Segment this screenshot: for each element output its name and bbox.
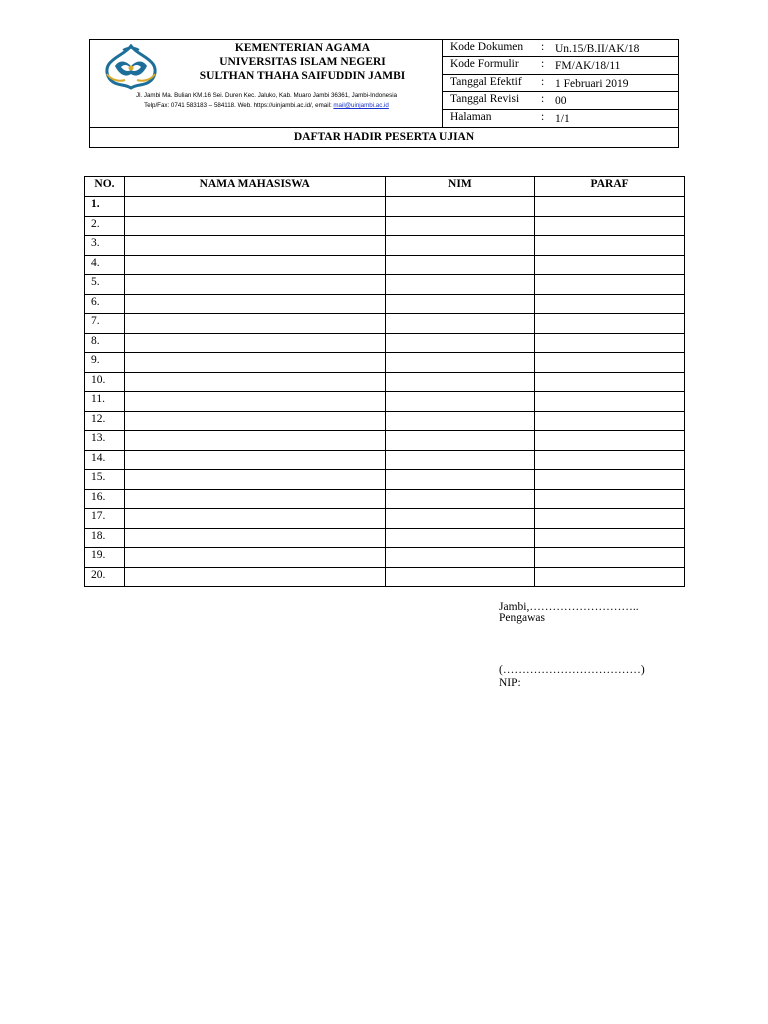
row-number: 1.: [85, 197, 125, 217]
nama-cell[interactable]: [124, 548, 385, 568]
meta-row-kode-dokumen: [443, 40, 678, 57]
column-header-no: NO.: [85, 177, 125, 197]
table-row: [85, 216, 685, 236]
nama-cell[interactable]: [124, 197, 385, 217]
table-row: [85, 197, 685, 217]
paraf-cell[interactable]: [535, 333, 685, 353]
nim-cell[interactable]: [385, 567, 535, 587]
document-meta: [443, 40, 678, 127]
nim-cell[interactable]: [385, 314, 535, 334]
meta-label: Tanggal Revisi: [450, 93, 520, 106]
row-number: 18.: [85, 528, 125, 548]
table-row: [85, 353, 685, 373]
nim-cell[interactable]: [385, 450, 535, 470]
university-subname: SULTHAN THAHA SAIFUDDIN JAMBI: [199, 70, 406, 82]
meta-row-tanggal-revisi: [443, 92, 678, 109]
meta-label: Kode Dokumen: [450, 41, 524, 53]
paraf-cell[interactable]: [535, 431, 685, 451]
row-number: 10.: [85, 372, 125, 392]
contact-text: Telp/Fax: 0741 583183 – 584118. Web. https://uinjambi.ac.id/, email:: [144, 102, 334, 109]
nama-cell[interactable]: [124, 431, 385, 451]
row-number: 13.: [85, 431, 125, 451]
paraf-cell[interactable]: [535, 372, 685, 392]
nim-cell[interactable]: [385, 392, 535, 412]
paraf-cell[interactable]: [535, 197, 685, 217]
nama-cell[interactable]: [124, 509, 385, 529]
signature-nip: NIP:: [499, 677, 521, 689]
address-line-2: [92, 101, 441, 111]
table-row: [85, 333, 685, 353]
meta-value: 00: [555, 95, 567, 108]
meta-value: 1/1: [555, 112, 570, 125]
row-number: 14.: [85, 450, 125, 470]
nama-cell[interactable]: [124, 372, 385, 392]
row-number: 11.: [85, 392, 125, 412]
meta-label: Tanggal Efektif: [450, 75, 522, 88]
nama-cell[interactable]: [124, 333, 385, 353]
table-row: [85, 548, 685, 568]
table-row: [85, 450, 685, 470]
university-name: UNIVERSITAS ISLAM NEGERI: [219, 56, 386, 68]
paraf-cell[interactable]: [535, 392, 685, 412]
paraf-cell[interactable]: [535, 411, 685, 431]
nim-cell[interactable]: [385, 236, 535, 256]
ministry-name: KEMENTERIAN AGAMA: [234, 42, 371, 54]
row-number: 2.: [85, 216, 125, 236]
table-row: [85, 489, 685, 509]
row-number: 17.: [85, 509, 125, 529]
email-link[interactable]: mail@uinjambi.ac.id: [333, 102, 389, 109]
paraf-cell[interactable]: [535, 489, 685, 509]
table-row: [85, 431, 685, 451]
meta-value: FM/AK/18/11: [555, 60, 621, 73]
nama-cell[interactable]: [124, 255, 385, 275]
row-number: 15.: [85, 470, 125, 490]
table-row: [85, 392, 685, 412]
meta-label: Kode Formulir: [450, 58, 519, 71]
nama-cell[interactable]: [124, 392, 385, 412]
paraf-cell[interactable]: [535, 314, 685, 334]
paraf-cell[interactable]: [535, 509, 685, 529]
meta-colon: :: [541, 93, 545, 106]
nama-cell[interactable]: [124, 236, 385, 256]
table-row: [85, 255, 685, 275]
nim-cell[interactable]: [385, 411, 535, 431]
meta-label: Halaman: [450, 110, 492, 123]
table-row: [85, 528, 685, 548]
row-number: 8.: [85, 333, 125, 353]
institution-address: [92, 91, 441, 111]
table-row: [85, 567, 685, 587]
meta-colon: :: [541, 110, 545, 123]
paraf-cell[interactable]: [535, 548, 685, 568]
row-number: 19.: [85, 548, 125, 568]
meta-row-tanggal-efektif: [443, 75, 678, 92]
address-line-1: Jl. Jambi Ma. Bulian KM.16 Sei. Duren Kec. Jaluko, Kab. Muaro Jambi 36361, Jambi-Indonesia: [135, 92, 398, 99]
institution-name: [180, 41, 425, 83]
signature-name-placeholder: (………………………………): [499, 664, 645, 676]
table-row: [85, 314, 685, 334]
table-row: [85, 275, 685, 295]
table-row: [85, 236, 685, 256]
meta-value: 1 Februari 2019: [555, 77, 629, 90]
attendance-table: [84, 176, 685, 587]
nim-cell[interactable]: [385, 470, 535, 490]
nim-cell[interactable]: [385, 255, 535, 275]
row-number: 16.: [85, 489, 125, 509]
paraf-cell[interactable]: [535, 255, 685, 275]
column-header-paraf: PARAF: [535, 177, 685, 197]
nama-cell[interactable]: [124, 353, 385, 373]
paraf-cell[interactable]: [535, 470, 685, 490]
paraf-cell[interactable]: [535, 528, 685, 548]
nim-cell[interactable]: [385, 548, 535, 568]
nim-cell[interactable]: [385, 431, 535, 451]
row-number: 6.: [85, 294, 125, 314]
row-number: 7.: [85, 314, 125, 334]
signature-role: Pengawas: [499, 612, 545, 624]
column-header-nim: NIM: [385, 177, 535, 197]
table-header-row: [85, 177, 685, 197]
paraf-cell[interactable]: [535, 450, 685, 470]
nim-cell[interactable]: [385, 528, 535, 548]
nim-cell[interactable]: [385, 353, 535, 373]
nama-cell[interactable]: [124, 314, 385, 334]
nim-cell[interactable]: [385, 294, 535, 314]
nama-cell[interactable]: [124, 567, 385, 587]
institution-block: [90, 40, 443, 127]
nama-cell[interactable]: [124, 216, 385, 236]
nim-cell[interactable]: [385, 333, 535, 353]
nama-cell[interactable]: [124, 489, 385, 509]
meta-row-halaman: [443, 110, 678, 127]
meta-colon: :: [541, 41, 545, 53]
row-number: 5.: [85, 275, 125, 295]
nim-cell[interactable]: [385, 489, 535, 509]
uin-jambi-logo-icon: [101, 44, 161, 90]
table-row: [85, 470, 685, 490]
paraf-cell[interactable]: [535, 236, 685, 256]
nama-cell[interactable]: [124, 470, 385, 490]
nim-cell[interactable]: [385, 372, 535, 392]
paraf-cell[interactable]: [535, 294, 685, 314]
table-row: [85, 411, 685, 431]
meta-row-kode-formulir: [443, 57, 678, 74]
table-body: [85, 197, 685, 587]
paraf-cell[interactable]: [535, 216, 685, 236]
row-number: 9.: [85, 353, 125, 373]
paraf-cell[interactable]: [535, 567, 685, 587]
nim-cell[interactable]: [385, 216, 535, 236]
table-row: [85, 294, 685, 314]
document-header: [89, 39, 679, 148]
nim-cell[interactable]: [385, 275, 535, 295]
row-number: 12.: [85, 411, 125, 431]
paraf-cell[interactable]: [535, 275, 685, 295]
nama-cell[interactable]: [124, 411, 385, 431]
paraf-cell[interactable]: [535, 353, 685, 373]
nama-cell[interactable]: [124, 294, 385, 314]
document-title: DAFTAR HADIR PESERTA UJIAN: [90, 127, 678, 147]
column-header-nama: NAMA MAHASISWA: [124, 177, 385, 197]
nim-cell[interactable]: [385, 509, 535, 529]
nama-cell[interactable]: [124, 450, 385, 470]
table-row: [85, 509, 685, 529]
meta-value: Un.15/B.II/AK/18: [555, 43, 640, 55]
meta-colon: :: [541, 58, 545, 71]
row-number: 3.: [85, 236, 125, 256]
row-number: 20.: [85, 567, 125, 587]
signature-place-date: Jambi,………………………..: [499, 601, 639, 613]
table-row: [85, 372, 685, 392]
meta-colon: :: [541, 75, 545, 88]
nim-cell[interactable]: [385, 197, 535, 217]
nama-cell[interactable]: [124, 528, 385, 548]
nama-cell[interactable]: [124, 275, 385, 295]
row-number: 4.: [85, 255, 125, 275]
